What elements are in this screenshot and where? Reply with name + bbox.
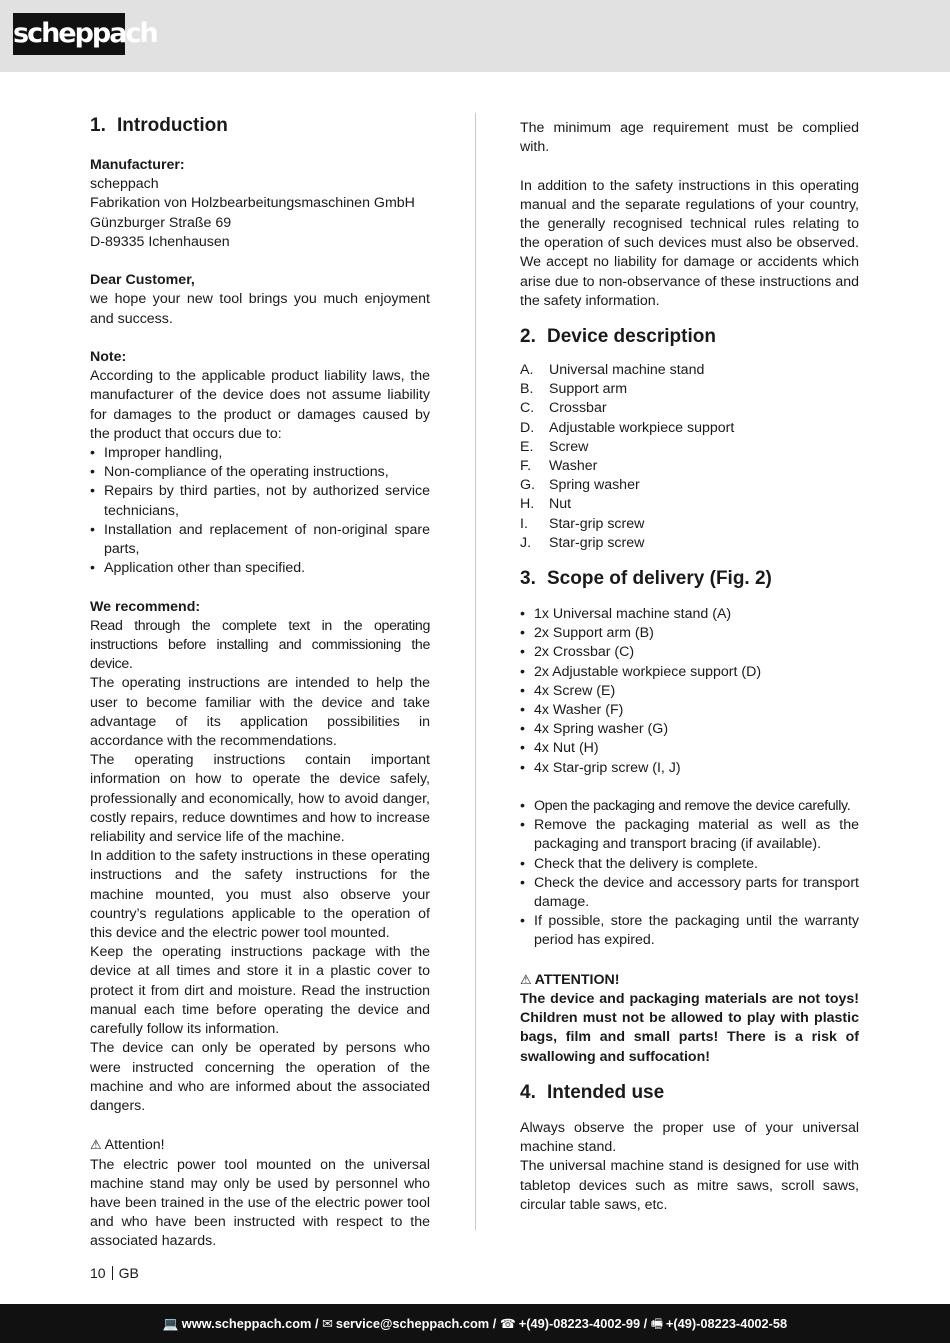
list-item: • 4x Spring washer (G) — [520, 720, 859, 739]
phone-icon: ☎ — [499, 1316, 516, 1331]
list-item: J. Star-grip screw — [520, 534, 645, 551]
list-item: • Check the device and accessory parts for transport damage. — [520, 874, 859, 912]
list-item: D. Adjustable workpiece support — [520, 419, 735, 436]
manufacturer-name: scheppach — [90, 176, 159, 193]
page-footer — [0, 1304, 950, 1343]
manufacturer-label: Manufacturer: — [90, 157, 185, 173]
recommend-paragraph: The operating instructions are intended to help the user to become familiar with the device and take advantage of its application possibilities in accordance with the recommendations. — [90, 675, 430, 750]
page-number: 10 GB — [90, 1265, 139, 1281]
list-item: B. Support arm — [520, 381, 628, 398]
list-item: • Remove the packaging material as well as the packaging and transport bracing (if available). — [520, 816, 859, 854]
list-item: • Repairs by third parties, not by authorized service technicians, — [90, 482, 430, 520]
list-item: • 2x Crossbar (C) — [520, 643, 859, 662]
list-item: I. Star-grip screw — [520, 515, 645, 532]
footer-fax: +(49)-08223-4002-58 — [665, 1316, 788, 1331]
recommend-paragraph: Keep the operating instructions package with the device at all times and store it in a plastic cover to protect it from dirt and moisture. Read the instruction manual each time before operating the device and carefully follow its information. — [90, 944, 430, 1038]
warning-triangle-icon: ⚠ — [90, 1137, 102, 1153]
manufacturer-street: Günzburger Straße 69 — [90, 214, 232, 231]
computer-icon: 💻 — [162, 1316, 179, 1331]
note-text: According to the applicable product liability laws, the manufacturer of the device does not assume liability for damages to the product or damages caused by the product that occurs due to: — [90, 368, 430, 442]
footer-website: www.scheppach.com / — [181, 1316, 319, 1331]
recommend-label: We recommend: — [90, 598, 201, 615]
right-column — [520, 112, 859, 1215]
page-number-separator — [112, 1266, 113, 1280]
age-requirement-text: The minimum age requirement must be complied with. — [520, 120, 859, 156]
attention-heading: ⚠ Attention! — [90, 1137, 165, 1154]
email-icon: ✉ — [322, 1316, 333, 1331]
recommend-paragraph: The operating instructions contain important information on how to operate the device safely, professionally and economically, how to avoid danger, costly repairs, reduce downtimes and how to increase reliability and service life of the machine. — [90, 752, 430, 846]
manufacturer-company: Fabrikation von Holzbearbeitungsmaschinen GmbH — [90, 195, 415, 212]
list-item: • 2x Support arm (B) — [520, 624, 859, 643]
list-item: • Open the packaging and remove the device carefully. — [520, 797, 859, 816]
dear-customer-text: we hope your new tool brings you much enjoyment and success. — [90, 291, 430, 327]
section-heading-intended-use: 4. Intended use — [520, 1081, 665, 1103]
list-item: E. Screw — [520, 438, 589, 455]
dear-customer-label: Dear Customer, — [90, 272, 195, 289]
recommend-paragraph: Read through the complete text in the operating instructions before installing and commissioning the device. — [90, 617, 430, 673]
footer-phone: +(49)-08223-4002-99 / — [518, 1316, 648, 1331]
list-item: • Check that the delivery is complete. — [520, 855, 859, 874]
liability-list — [90, 444, 430, 578]
list-item: G. Spring washer — [520, 477, 640, 494]
list-item: • 1x Universal machine stand (A) — [520, 605, 859, 624]
list-item: A. Universal machine stand — [520, 362, 705, 379]
manufacturer-city: D-89335 Ichenhausen — [90, 233, 230, 250]
list-item: • Improper handling, — [90, 444, 430, 463]
column-divider — [475, 113, 476, 1230]
section-heading-device-description: 2. Device description — [520, 326, 716, 348]
left-column — [90, 112, 430, 1252]
warning-triangle-icon: ⚠ — [520, 971, 532, 987]
attention-heading: ⚠ ATTENTION! — [520, 971, 620, 988]
section-heading-scope-of-delivery: 3. Scope of delivery (Fig. 2) — [520, 568, 772, 590]
intended-use-paragraph: Always observe the proper use of your universal machine stand. — [520, 1119, 859, 1156]
note-label: Note: — [90, 349, 127, 365]
list-item: • 4x Nut (H) — [520, 739, 859, 758]
list-item: • 4x Washer (F) — [520, 701, 859, 720]
footer-email: service@scheppach.com / — [335, 1316, 497, 1331]
list-item: • Application other than specified. — [90, 559, 430, 578]
safety-regulations-text: In addition to the safety instructions in this operating manual and the separate regulations of your country, the generally recognised technical rules relating to the operation of such devices must also be observed. We accept no liability for damage or accidents which arise due to non-observance of these instructions and the safety information. — [520, 177, 859, 309]
list-item: • 2x Adjustable workpiece support (D) — [520, 663, 859, 682]
list-item: • If possible, store the packaging until the warranty period has expired. — [520, 912, 859, 950]
intended-use-paragraph: The universal machine stand is designed for use with tabletop devices such as mitre saws, scroll saws, circular table saws, etc. — [520, 1158, 859, 1213]
list-item: • Installation and replacement of non-original spare parts, — [90, 521, 430, 559]
list-item: • 4x Star-grip screw (I, J) — [520, 759, 859, 778]
recommend-paragraph: The device can only be operated by persons who were instructed concerning the operation of the machine and who are informed about the associated dangers. — [90, 1040, 430, 1114]
attention-text: The device and packaging materials are not toys! Children must not be allowed to play with plastic bags, film and small parts! There is a risk of swallowing and suffocation! — [520, 991, 859, 1065]
recommend-paragraph: In addition to the safety instructions in these operating instructions and the safety instructions for the machine mounted, you must also observe your country’s regulations applicable to the operation of this device and the electric power tool mounted. — [90, 848, 430, 942]
scope-list — [520, 605, 859, 778]
fax-icon: 🖷 — [650, 1316, 663, 1331]
list-item: C. Crossbar — [520, 400, 607, 417]
list-item: • 4x Screw (E) — [520, 682, 859, 701]
list-item: F. Washer — [520, 458, 598, 475]
attention-text: The electric power tool mounted on the universal machine stand may only be used by personnel who have been trained in the use of the electric power tool and who have been instructed with respect to the associated hazards. — [90, 1156, 430, 1250]
device-parts-list — [520, 361, 859, 553]
scheppach-logo: scheppach — [13, 13, 125, 55]
section-heading-introduction: 1. Introduction — [90, 115, 228, 136]
unpacking-list — [520, 797, 859, 951]
list-item: • Non-compliance of the operating instructions, — [90, 463, 430, 482]
list-item: H. Nut — [520, 496, 572, 513]
page-header — [0, 0, 950, 72]
